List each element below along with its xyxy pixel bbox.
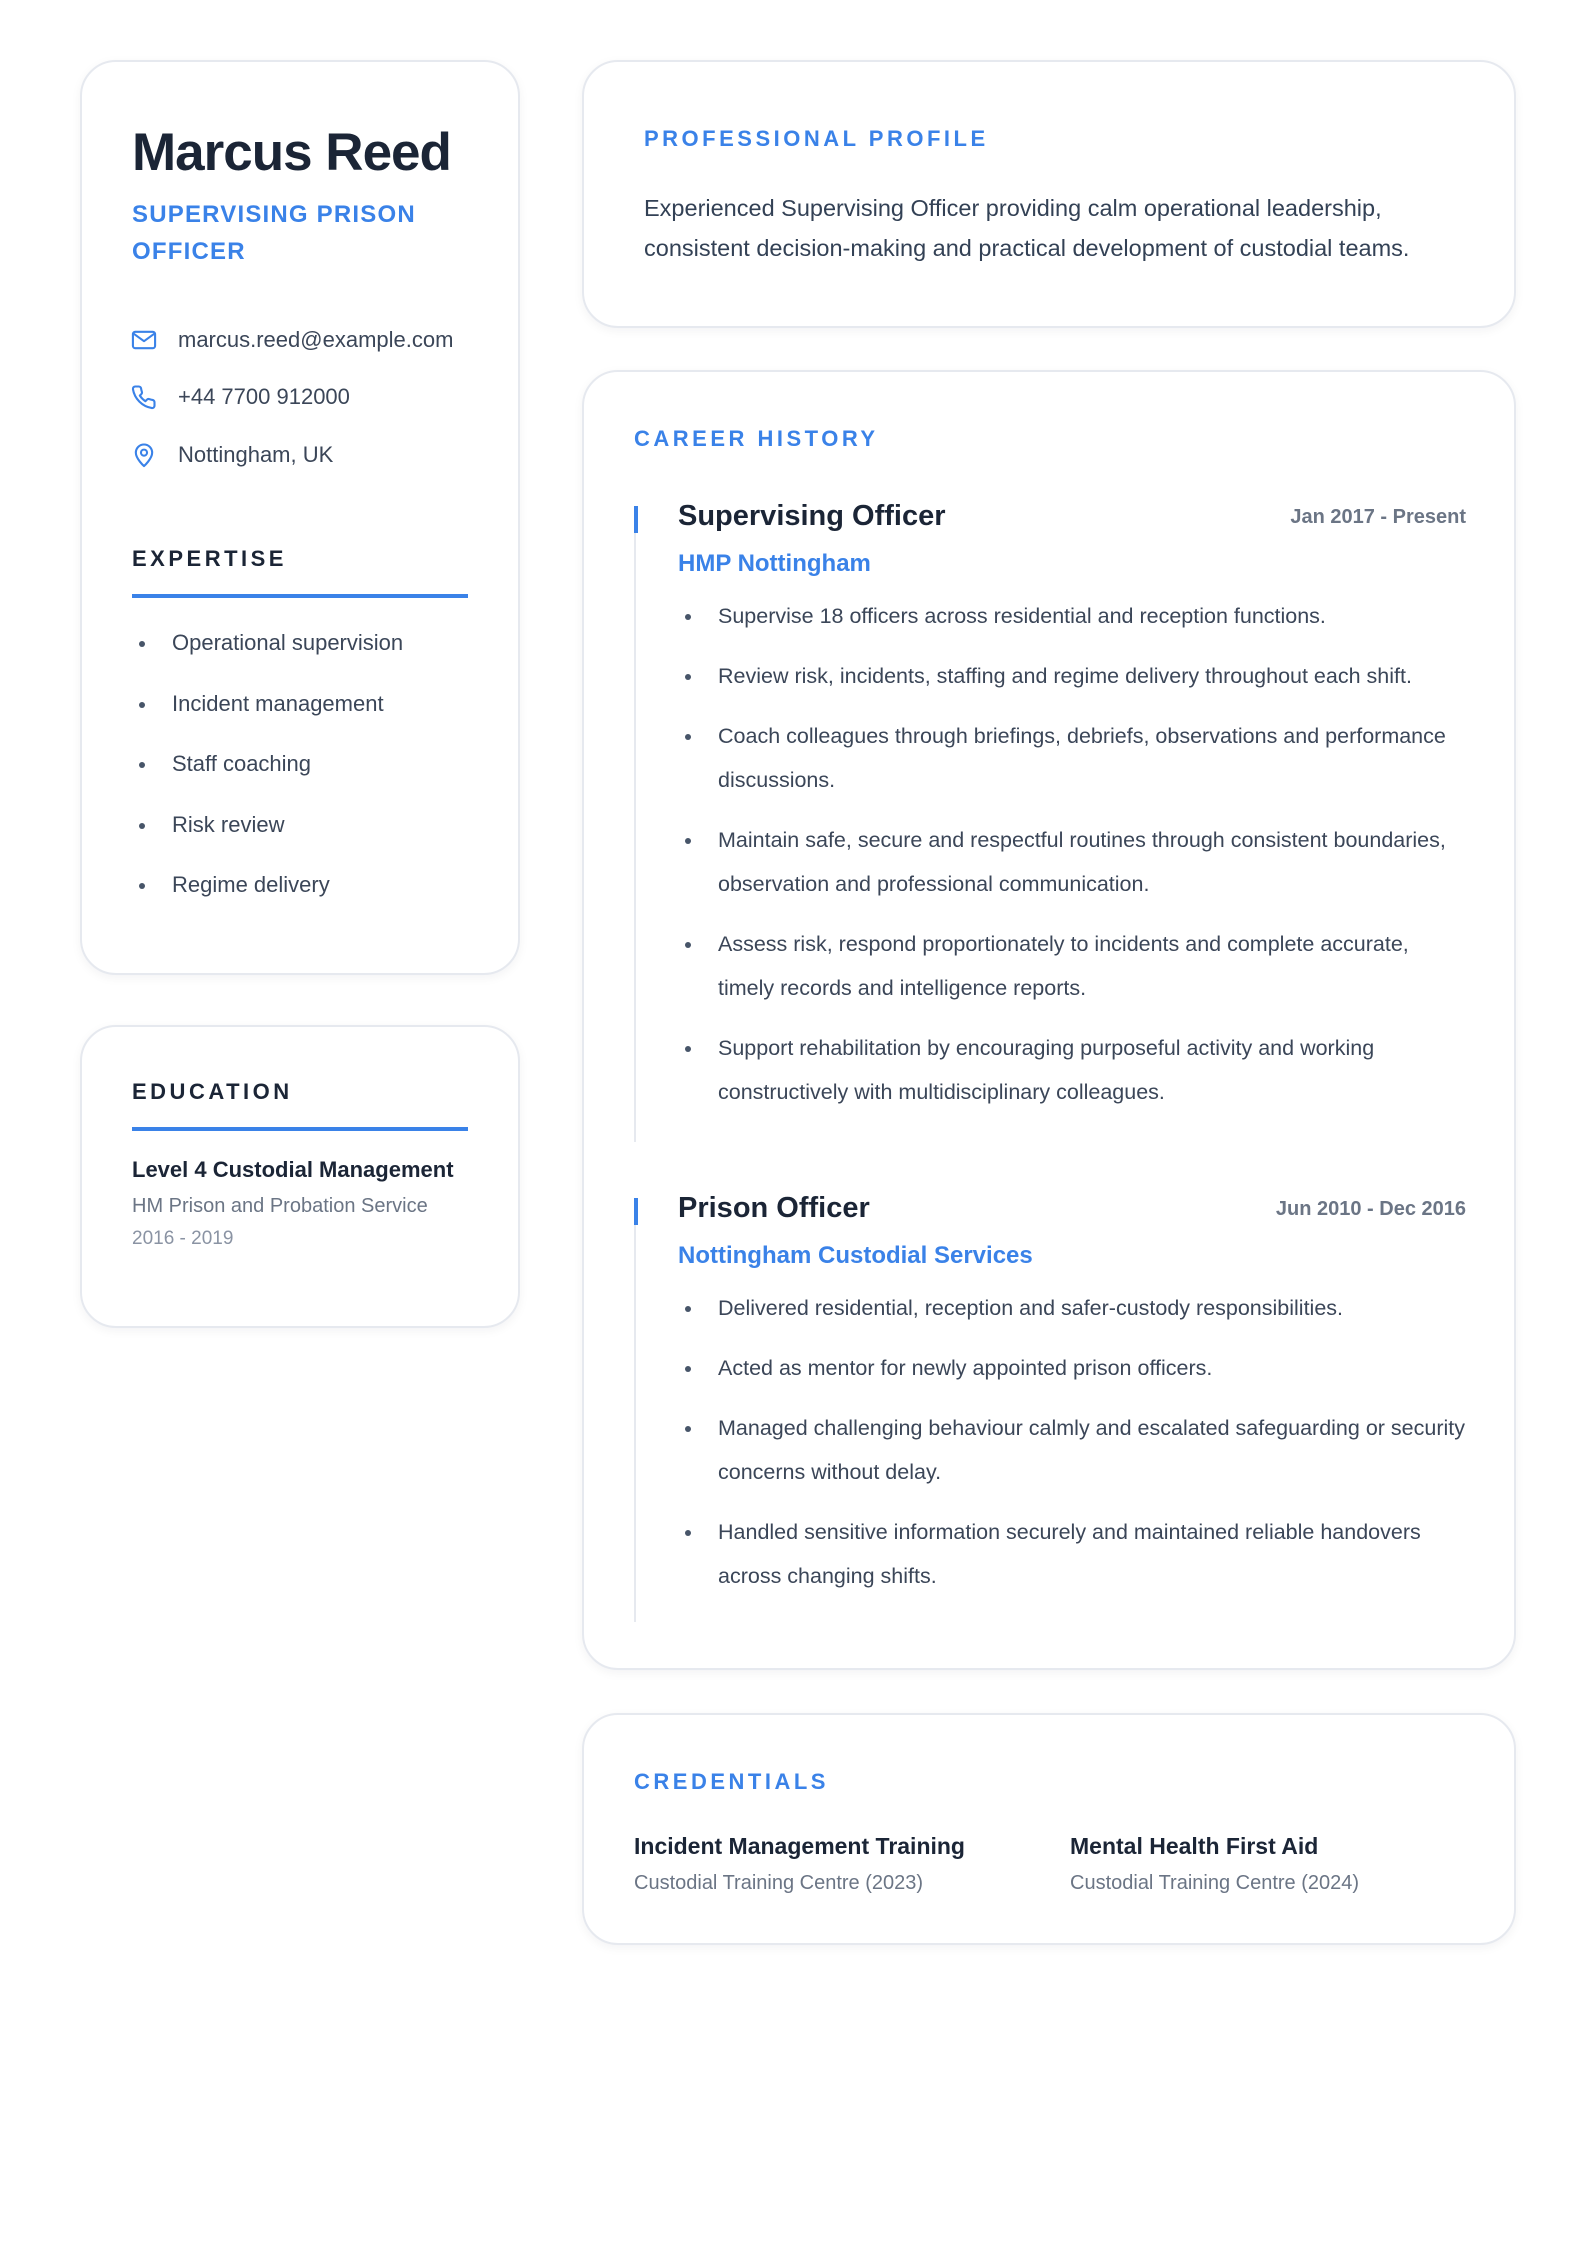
job-bullet: Coach colleagues through briefings, debriefs, observations and performance discussions. [678,714,1468,802]
job-bullet: Managed challenging behaviour calmly and escalated safeguarding or security concerns without delay. [678,1406,1468,1494]
summary-title: PROFESSIONAL PROFILE [644,126,989,151]
job-bullets [678,594,1468,1130]
job-bullet: Review risk, incidents, staffing and regime delivery throughout each shift. [678,654,1468,698]
education-divider [132,1127,468,1131]
job-bullet: Acted as mentor for newly appointed prison officers. [678,1346,1468,1390]
credential-item [634,1833,1054,1895]
job-timeline-accent [634,1198,638,1225]
job-bullet: Maintain safe, secure and respectful routines through consistent boundaries, observation and professional communication. [678,818,1468,906]
credential-source: Custodial Training Centre (2023) [634,1872,924,1894]
summary-text: Experienced Supervising Officer providing calm operational leadership, consistent decision-making and practical development of custodial teams. [644,195,1410,261]
job-organization: Nottingham Custodial Services [678,1242,1033,1269]
email-text: marcus.reed@example.com [178,327,454,352]
profile-card [80,60,520,975]
education-card [80,1025,520,1328]
job-bullet: Delivered residential, reception and safer-custody responsibilities. [678,1286,1468,1330]
job-bullet: Supervise 18 officers across residential and reception functions. [678,594,1468,638]
job-organization: HMP Nottingham [678,550,871,577]
job-title: Prison Officer [678,1192,870,1224]
summary-card [582,60,1516,328]
location-text: Nottingham, UK [178,442,334,467]
credentials-title: CREDENTIALS [634,1769,829,1794]
job-bullets [678,1286,1468,1614]
job-bullet: Assess risk, respond proportionately to incidents and complete accurate, timely records and intelligence reports. [678,922,1468,1010]
education-institution: HM Prison and Probation Service [132,1195,428,1217]
expertise-list [132,628,403,931]
candidate-role: SUPERVISING PRISON OFFICER [132,201,416,265]
job-entry [634,1192,1466,1622]
expertise-item: Operational supervision [132,628,403,689]
job-entry [634,500,1466,1142]
job-dates: Jun 2010 - Dec 2016 [1275,1198,1466,1220]
map-pin-icon [130,441,158,469]
job-bullet: Handled sensitive information securely and maintained reliable handovers across changing shifts. [678,1510,1468,1598]
expertise-title: EXPERTISE [132,546,287,571]
credentials-card [582,1713,1516,1945]
career-title: CAREER HISTORY [634,426,879,451]
mail-icon [130,326,158,354]
education-title: EDUCATION [132,1079,293,1104]
job-title: Supervising Officer [678,500,946,532]
job-bullet: Support rehabilitation by encouraging purposeful activity and working constructively with multidisciplinary colleagues. [678,1026,1468,1114]
education-years: 2016 - 2019 [132,1228,234,1249]
credential-item [1070,1833,1490,1895]
job-timeline-accent [634,506,638,533]
career-card [582,370,1516,1670]
education-degree: Level 4 Custodial Management [132,1157,454,1182]
candidate-name: Marcus Reed [132,123,451,182]
job-dates: Jan 2017 - Present [1290,506,1466,528]
expertise-item: Risk review [132,810,403,871]
credential-name: Incident Management Training [634,1833,965,1859]
credential-name: Mental Health First Aid [1070,1833,1319,1859]
contact-location [130,441,333,469]
expertise-item: Incident management [132,689,403,750]
phone-text: +44 7700 912000 [178,384,350,409]
job-timeline [634,1198,636,1622]
phone-icon [130,383,158,411]
contact-phone[interactable] [130,383,350,411]
expertise-item: Regime delivery [132,870,403,931]
credential-source: Custodial Training Centre (2024) [1070,1872,1360,1894]
expertise-item: Staff coaching [132,749,403,810]
expertise-divider [132,594,468,598]
contact-email[interactable] [130,326,453,354]
job-timeline [634,506,636,1142]
